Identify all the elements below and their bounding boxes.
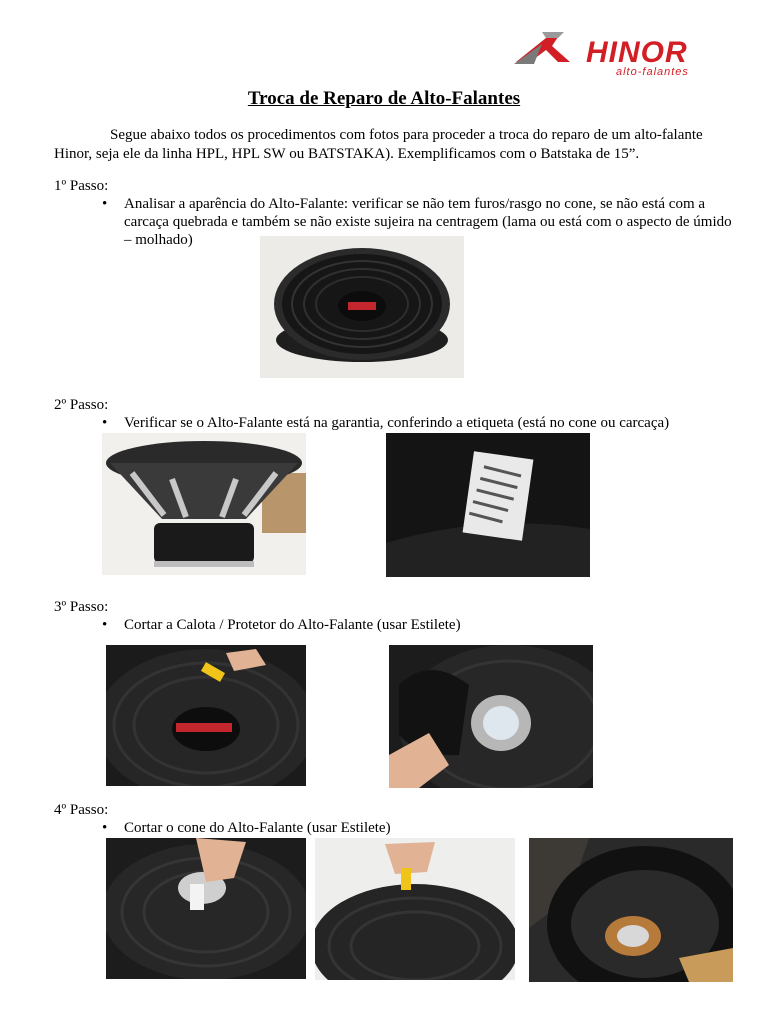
step-2-text: Verificar se o Alto-Falante está na garantia, conferindo a etiqueta (está no cone ou carcaça) (124, 415, 670, 431)
removed-dustcap-photo (389, 645, 593, 788)
speaker-front-photo (260, 236, 464, 378)
bullet-icon: • (102, 617, 108, 633)
cutting-cone-edge-photo (315, 838, 515, 980)
logo-subtitle: alto-falantes (616, 66, 689, 78)
step-2-bullet (102, 414, 732, 432)
step-2-label: 2º Passo: (54, 397, 109, 413)
step-1-text: Analisar a aparência do Alto-Falante: verificar se não tem furos/rasgo no cone, se não está com a carcaça quebrada e também se não existe sujeira na centragem (lama ou está com o aspecto de úmido – molhado) (124, 196, 732, 248)
intro-text: Segue abaixo todos os procedimentos com fotos para proceder a troca do reparo de um alto-falante Hinor, seja ele da linha HPL, HPL SW ou BATSTAKA). Exemplificamos com o Batstaka de 15”. (54, 127, 703, 162)
step-1-label: 1º Passo: (54, 178, 109, 194)
intro-paragraph (54, 126, 734, 164)
removed-cone-photo (529, 838, 733, 982)
step-4-label: 4º Passo: (54, 802, 109, 818)
step-3-text: Cortar a Calota / Protetor do Alto-Falante (usar Estilete) (124, 617, 461, 633)
cutting-dustcap-photo (106, 645, 306, 786)
hinor-logo (512, 28, 712, 84)
speaker-side-photo (102, 433, 306, 575)
bullet-icon: • (102, 415, 108, 431)
bullet-icon: • (102, 196, 108, 212)
cutting-cone-photo (106, 838, 306, 979)
page-title: Troca de Reparo de Alto-Falantes (247, 88, 521, 109)
step-4-bullet (102, 819, 732, 837)
bullet-icon: • (102, 820, 108, 836)
logo-mark-icon (512, 28, 592, 84)
warranty-label-photo (386, 433, 590, 577)
step-3-bullet (102, 616, 732, 634)
logo-wordmark: HINOR (586, 36, 688, 69)
step-3-label: 3º Passo: (54, 599, 109, 615)
step-4-text: Cortar o cone do Alto-Falante (usar Estilete) (124, 820, 391, 836)
